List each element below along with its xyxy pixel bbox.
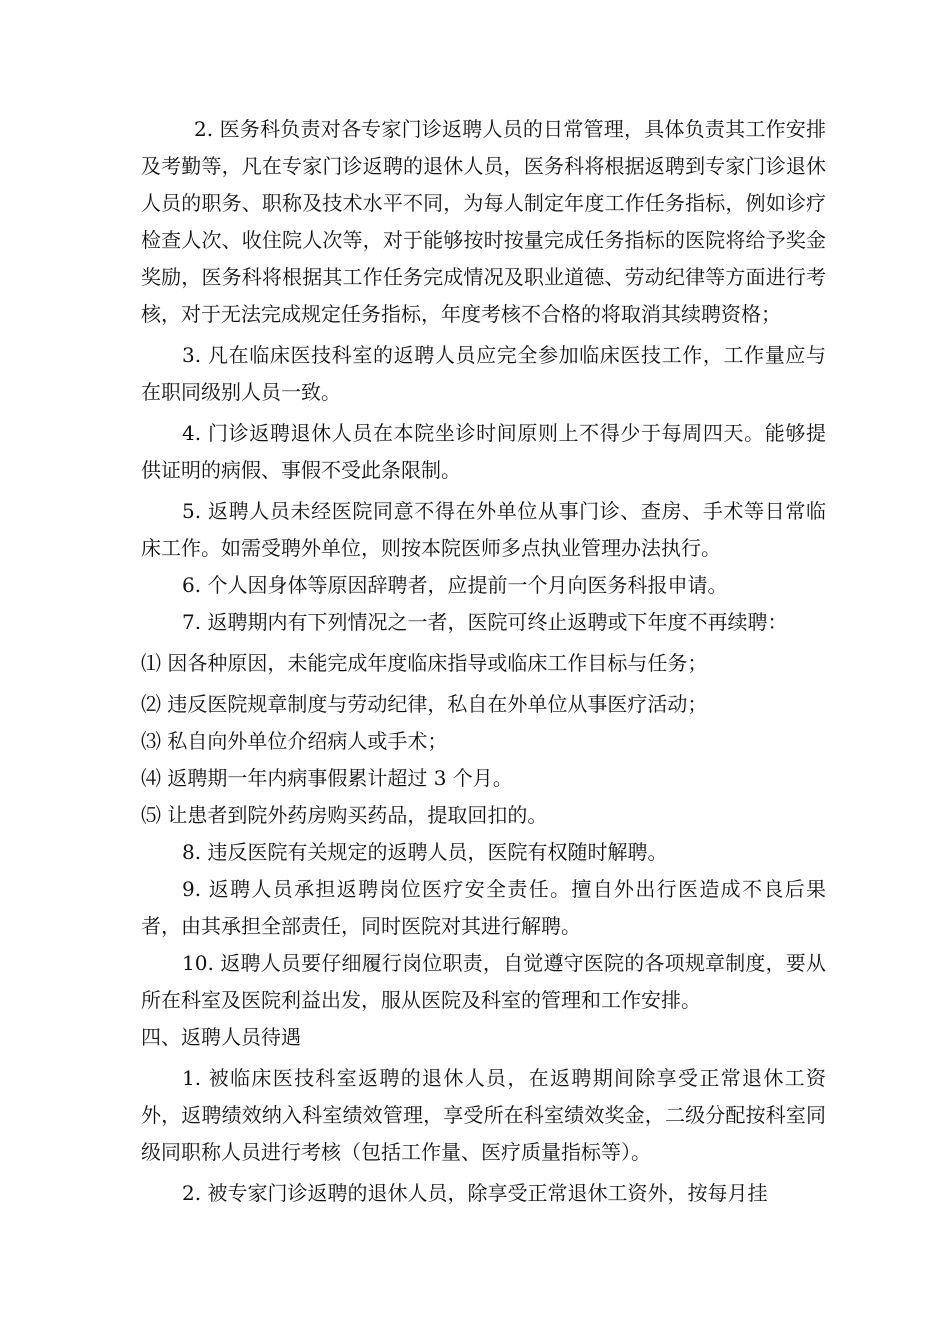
paragraph-3: 3. 凡在临床医技科室的返聘人员应完全参加临床医技工作，工作量应与在职同级别人员一致。: [141, 343, 826, 404]
list-item-2: ⑵ 违反医院规章制度与劳动纪律，私自在外单位从事医疗活动；: [141, 692, 708, 716]
paragraph-8: 8. 违反医院有关规定的返聘人员，医院有权随时解聘。: [182, 840, 668, 864]
section-item-1: 1. 被临床医技科室返聘的退休人员，在返聘期间除享受正常退休工资外，返聘绩效纳入科室绩效管理，享受所在科室绩效奖金，二级分配按科室同级同职称人员进行考核（包括工作量、医疗质量指标等）。: [141, 1066, 826, 1164]
list-item-4: ⑷ 返聘期一年内病事假累计超过 3 个月。: [141, 766, 513, 790]
paragraph-5: 5. 返聘人员未经医院同意不得在外单位从事门诊、查房、手术等日常临床工作。如需受聘外单位，则按本院医师多点执业管理办法执行。: [141, 499, 826, 560]
section-item-2: 2. 被专家门诊返聘的退休人员，除享受正常退休工资外，按每月挂: [182, 1181, 768, 1205]
list-item-3: ⑶ 私自向外单位介绍病人或手术；: [141, 729, 448, 753]
paragraph-4: 4. 门诊返聘退休人员在本院坐诊时间原则上不得少于每周四天。能够提供证明的病假、事假不受此条限制。: [141, 421, 826, 482]
paragraph-9: 9. 返聘人员承担返聘岗位医疗安全责任。擅自外出行医造成不良后果者，由其承担全部责任，同时医院对其进行解聘。: [141, 877, 826, 938]
paragraph-10: 10. 返聘人员要仔细履行岗位职责，自觉遵守医院的各项规章制度，要从所在科室及医院利益出发，服从医院及科室的管理和工作安排。: [141, 951, 826, 1012]
paragraph-6: 6. 个人因身体等原因辞聘者，应提前一个月向医务科报申请。: [182, 573, 728, 597]
document-body: [141, 111, 826, 1212]
section-heading: 四、返聘人员待遇: [141, 1025, 301, 1049]
paragraph-2: 2. 医务科负责对各专家门诊返聘人员的日常管理，具体负责其工作安排及考勤等，凡在专家门诊返聘的退休人员，医务科将根据返聘到专家门诊退休人员的职务、职称及技术水平不同，为每人制定年度工作任务指标，例如诊疗检查人次、收住院人次等，对于能够按时按量完成任务指标的医院将给予奖金奖励，医务科将根据其工作任务完成情况及职业道德、劳动纪律等方面进行考核，对于无法完成规定任务指标，年度考核不合格的将取消其续聘资格；: [141, 117, 826, 326]
list-item-5: ⑸ 让患者到院外药房购买药品，提取回扣的。: [141, 803, 548, 827]
paragraph-7: 7. 返聘期内有下列情况之一者，医院可终止返聘或下年度不再续聘：: [182, 610, 788, 634]
list-item-1: ⑴ 因各种原因，未能完成年度临床指导或临床工作目标与任务；: [141, 651, 708, 675]
